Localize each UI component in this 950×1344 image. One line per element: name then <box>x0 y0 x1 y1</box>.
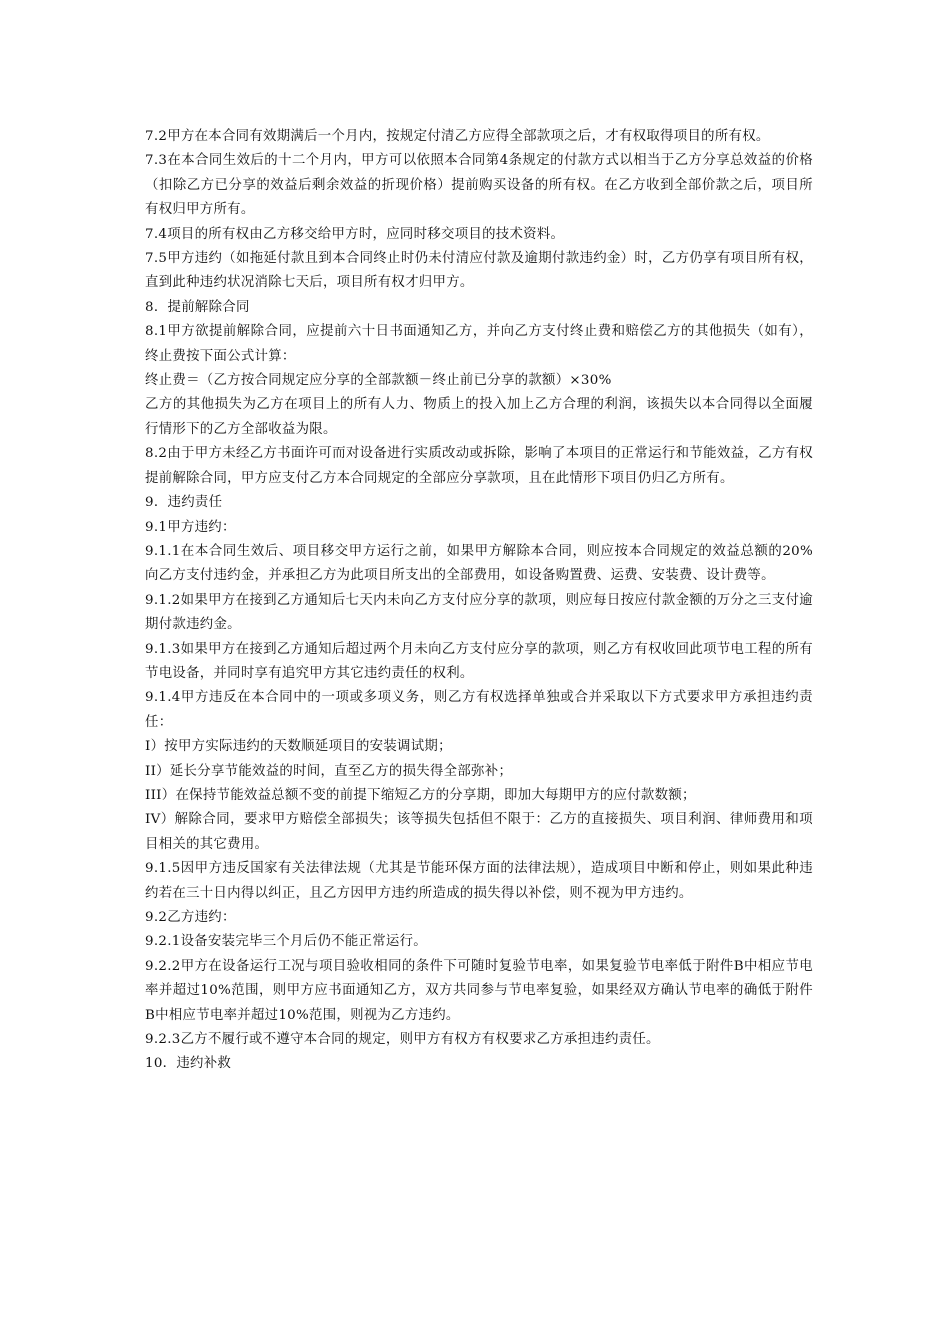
clause-9-2-2: 9.2.2甲方在设备运行工况与项目验收相同的条件下可随时复验节电率，如果复验节电率低于附件B中相应节电率并超过10%范围，则甲方应书面通知乙方，双方共同参与节电率复验，如果经双方确认节电率的确低于附件B中相应节电率并超过10%范围，则视为乙方违约。 <box>145 958 813 1023</box>
clause-9-1-4: 9.1.4甲方违反在本合同中的一项或多项义务，则乙方有权选择单独或合并采取以下方式要求甲方承担违约责任： <box>145 690 813 730</box>
termination-fee-formula: 终止费＝（乙方按合同规定应分享的全部款额－终止前已分享的款额）×30% <box>145 373 612 389</box>
clause-9-1: 9.1甲方违约： <box>145 519 236 535</box>
other-losses-paragraph: 乙方的其他损失为乙方在项目上的所有人力、物质上的投入加上乙方合理的利润，该损失以本合同得以全面履行情形下的乙方全部收益为限。 <box>145 397 813 437</box>
clause-9-1-2: 9.1.2如果甲方在接到乙方通知后七天内未向乙方支付应分享的款项，则应每日按应付款金额的万分之三支付逾期付款违约金。 <box>145 592 813 633</box>
clause-9-2-1: 9.2.1设备安装完毕三个月后仍不能正常运行。 <box>145 934 428 950</box>
remedy-item-4: IV）解除合同，要求甲方赔偿全部损失；该等损失包括但不限于：乙方的直接损失、项目利润、律师费用和项目相关的其它费用。 <box>145 812 813 852</box>
section-10-heading: 10．违约补救 <box>145 1056 232 1072</box>
section-8-heading: 8．提前解除合同 <box>145 299 250 315</box>
remedy-item-1: I）按甲方实际违约的天数顺延项目的安装调试期； <box>145 739 452 755</box>
clause-8-2: 8.2由于甲方未经乙方书面许可而对设备进行实质改动或拆除，影响了本项目的正常运行和节能效益，乙方有权提前解除合同，甲方应支付乙方本合同规定的全部应分享款项，且在此情形下项目仍归乙方所有。 <box>145 446 813 486</box>
document-body <box>145 125 813 1077</box>
clause-7-3: 7.3在本合同生效后的十二个月内，甲方可以依照本合同第4条规定的付款方式以相当于乙方分享总效益的价格（扣除乙方已分享的效益后剩余效益的折现价格）提前购买设备的所有权。在乙方收到全部价款之后，项目所有权归甲方所有。 <box>145 153 813 218</box>
remedy-item-2: II）延长分享节能效益的时间，直至乙方的损失得全部弥补； <box>145 763 513 779</box>
clause-8-1: 8.1甲方欲提前解除合同，应提前六十日书面通知乙方，并向乙方支付终止费和赔偿乙方的其他损失（如有），终止费按下面公式计算： <box>145 324 813 364</box>
clause-9-1-3: 9.1.3如果甲方在接到乙方通知后超过两个月未向乙方支付应分享的款项，则乙方有权收回此项节电工程的所有节电设备，并同时享有追究甲方其它违约责任的权利。 <box>145 641 813 681</box>
clause-7-4: 7.4项目的所有权由乙方移交给甲方时，应同时移交项目的技术资料。 <box>145 226 565 242</box>
section-9-heading: 9．违约责任 <box>145 495 223 511</box>
clause-9-2-3: 9.2.3乙方不履行或不遵守本合同的规定，则甲方有权方有权要求乙方承担违约责任。 <box>145 1032 660 1048</box>
clause-9-1-1: 9.1.1在本合同生效后、项目移交甲方运行之前，如果甲方解除本合同，则应按本合同规定的效益总额的20%向乙方支付违约金，并承担乙方为此项目所支出的全部费用，如设备购置费、运费、安装费、设计费等。 <box>145 543 813 584</box>
clause-9-1-5: 9.1.5因甲方违反国家有关法律法规（尤其是节能环保方面的法律法规），造成项目中断和停止，则如果此种违约若在三十日内得以纠正，且乙方因甲方违约所造成的损失得以补偿，则不视为甲方违约。 <box>145 861 813 901</box>
clause-9-2: 9.2乙方违约： <box>145 910 236 925</box>
remedy-item-3: III）在保持节能效益总额不变的前提下缩短乙方的分享期，即加大每期甲方的应付款数额； <box>145 787 696 803</box>
clause-7-2: 7.2甲方在本合同有效期满后一个月内，按规定付清乙方应得全部款项之后，才有权取得项目的所有权。 <box>145 129 770 144</box>
clause-7-5: 7.5甲方违约（如拖延付款且到本合同终止时仍未付清应付款及逾期付款违约金）时，乙方仍享有项目所有权，直到此种违约状况消除七天后，项目所有权才归甲方。 <box>145 251 813 291</box>
